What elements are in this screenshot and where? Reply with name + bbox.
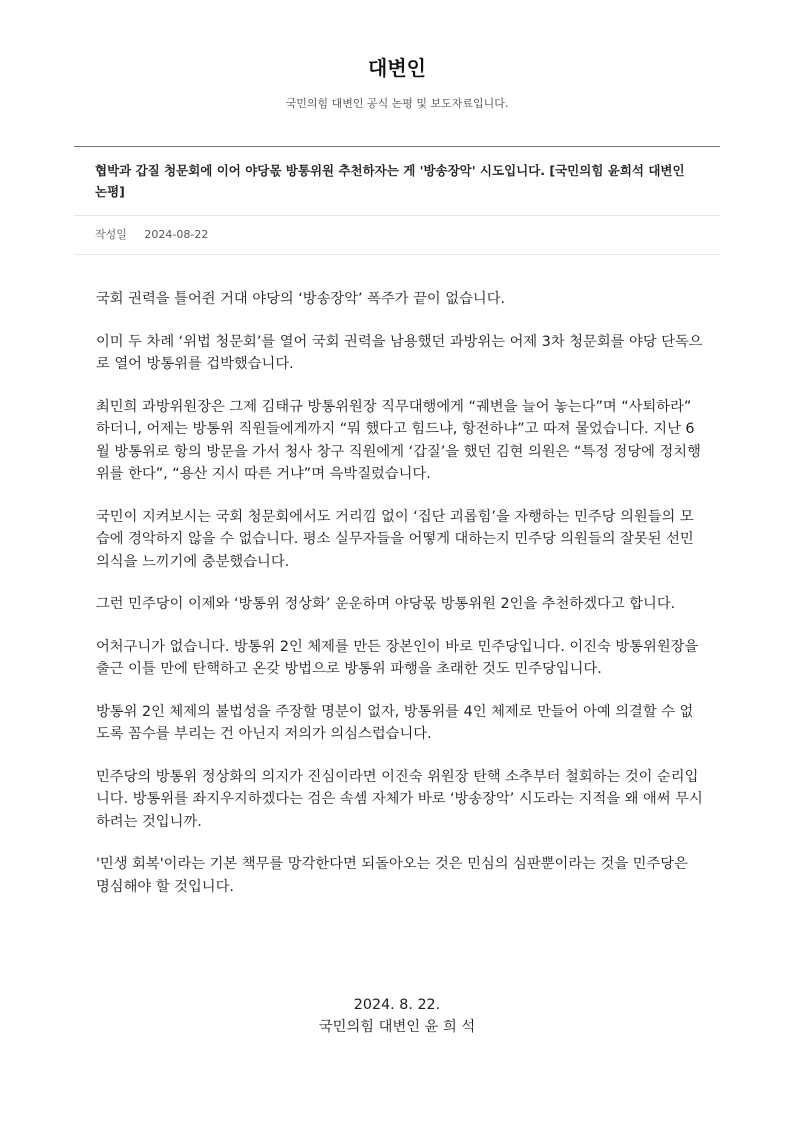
body-paragraph: 어처구니가 없습니다. 방통위 2인 체제를 만든 장본인이 바로 민주당입니다. 이진숙 방통위원장을 출근 이틀 만에 탄핵하고 온갖 방법으로 방통위 파행을 초래한 것도 민주당입니다. <box>96 638 699 677</box>
post-title: 협박과 갑질 청문회에 이어 야당몫 방통위원 추천하자는 게 '방송장악' 시도입니다. [국민의힘 윤희석 대변인 논평] <box>95 163 685 199</box>
divider <box>74 254 720 255</box>
body-paragraph: 그런 민주당이 이제와 ‘방통위 정상화’ 운운하며 야당몫 방통위원 2인을 추천하겠다고 합니다. <box>96 596 676 612</box>
article-header <box>74 146 720 255</box>
site-title[interactable]: 대변인 <box>368 56 426 80</box>
post-body <box>96 288 706 918</box>
body-paragraph: 이미 두 차례 ‘위법 청문회’를 열어 국회 권력을 남용했던 과방위는 어제 3차 청문회를 야당 단독으로 열어 방통위를 겁박했습니다. <box>96 333 703 372</box>
site-subtitle: 국민의힘 대변인 공식 논평 및 보도자료입니다. <box>285 97 509 110</box>
body-paragraph: 국회 권력을 틀어쥔 거대 야당의 ‘방송장악’ 폭주가 끝이 없습니다. <box>96 291 506 307</box>
body-paragraph: 방통위 2인 체제의 불법성을 주장할 명분이 없자, 방통위를 4인 체제로 만들어 아예 의결할 수 없도록 꼼수를 부리는 건 아닌지 저의가 의심스럽습니다. <box>96 703 694 742</box>
post-meta <box>74 216 720 254</box>
meta-date-label: 작성일 <box>95 228 127 241</box>
post-date: 2024-08-22 <box>144 228 209 241</box>
body-paragraph: 국민이 지켜보시는 국회 청문회에서도 거리낌 없이 ‘집단 괴롭힘’을 자행하는 민주당 의원들의 모습에 경악하지 않을 수 없습니다. 평소 실무자들을 어떻게 대하는지 민주당 의원들의 잘못된 선민의식을 느끼기에 충분했습니다. <box>96 508 694 570</box>
body-paragraph: 최민희 과방위원장은 그제 김태규 방통위원장 직무대행에게 “궤변을 늘어 놓는다”며 “사퇴하라” 하더니, 어제는 방통위 직원들에게까지 “뭐 했다고 힘드냐, 항전하냐”고 따져 물었습니다. 지난 6월 방통위로 항의 방문을 가서 청사 창구 직원에게 ‘갑질’을 했던 김현 의원은 “특정 정당에 정치행위를 한다”, “용산 지시 따른 거냐”며 윽박질렀습니다. <box>96 398 701 482</box>
signature-date: 2024. 8. 22. <box>353 997 441 1013</box>
body-paragraph: 민주당의 방통위 정상화의 의지가 진심이라면 이진숙 위원장 탄핵 소추부터 철회하는 것이 순리입니다. 방통위를 좌지우지하겠다는 검은 속셈 자체가 바로 ‘방송장악’ 시도라는 지적을 왜 애써 무시하려는 것입니까. <box>96 768 703 830</box>
signature-author: 국민의힘 대변인 윤 희 석 <box>318 1019 476 1035</box>
body-paragraph: '민생 회복'이라는 기본 책무를 망각한다면 되돌아오는 것은 민심의 심판뿐이라는 것을 민주당은 명심해야 할 것입니다. <box>96 856 688 895</box>
site-header <box>0 0 794 148</box>
signature-block <box>0 994 794 1038</box>
